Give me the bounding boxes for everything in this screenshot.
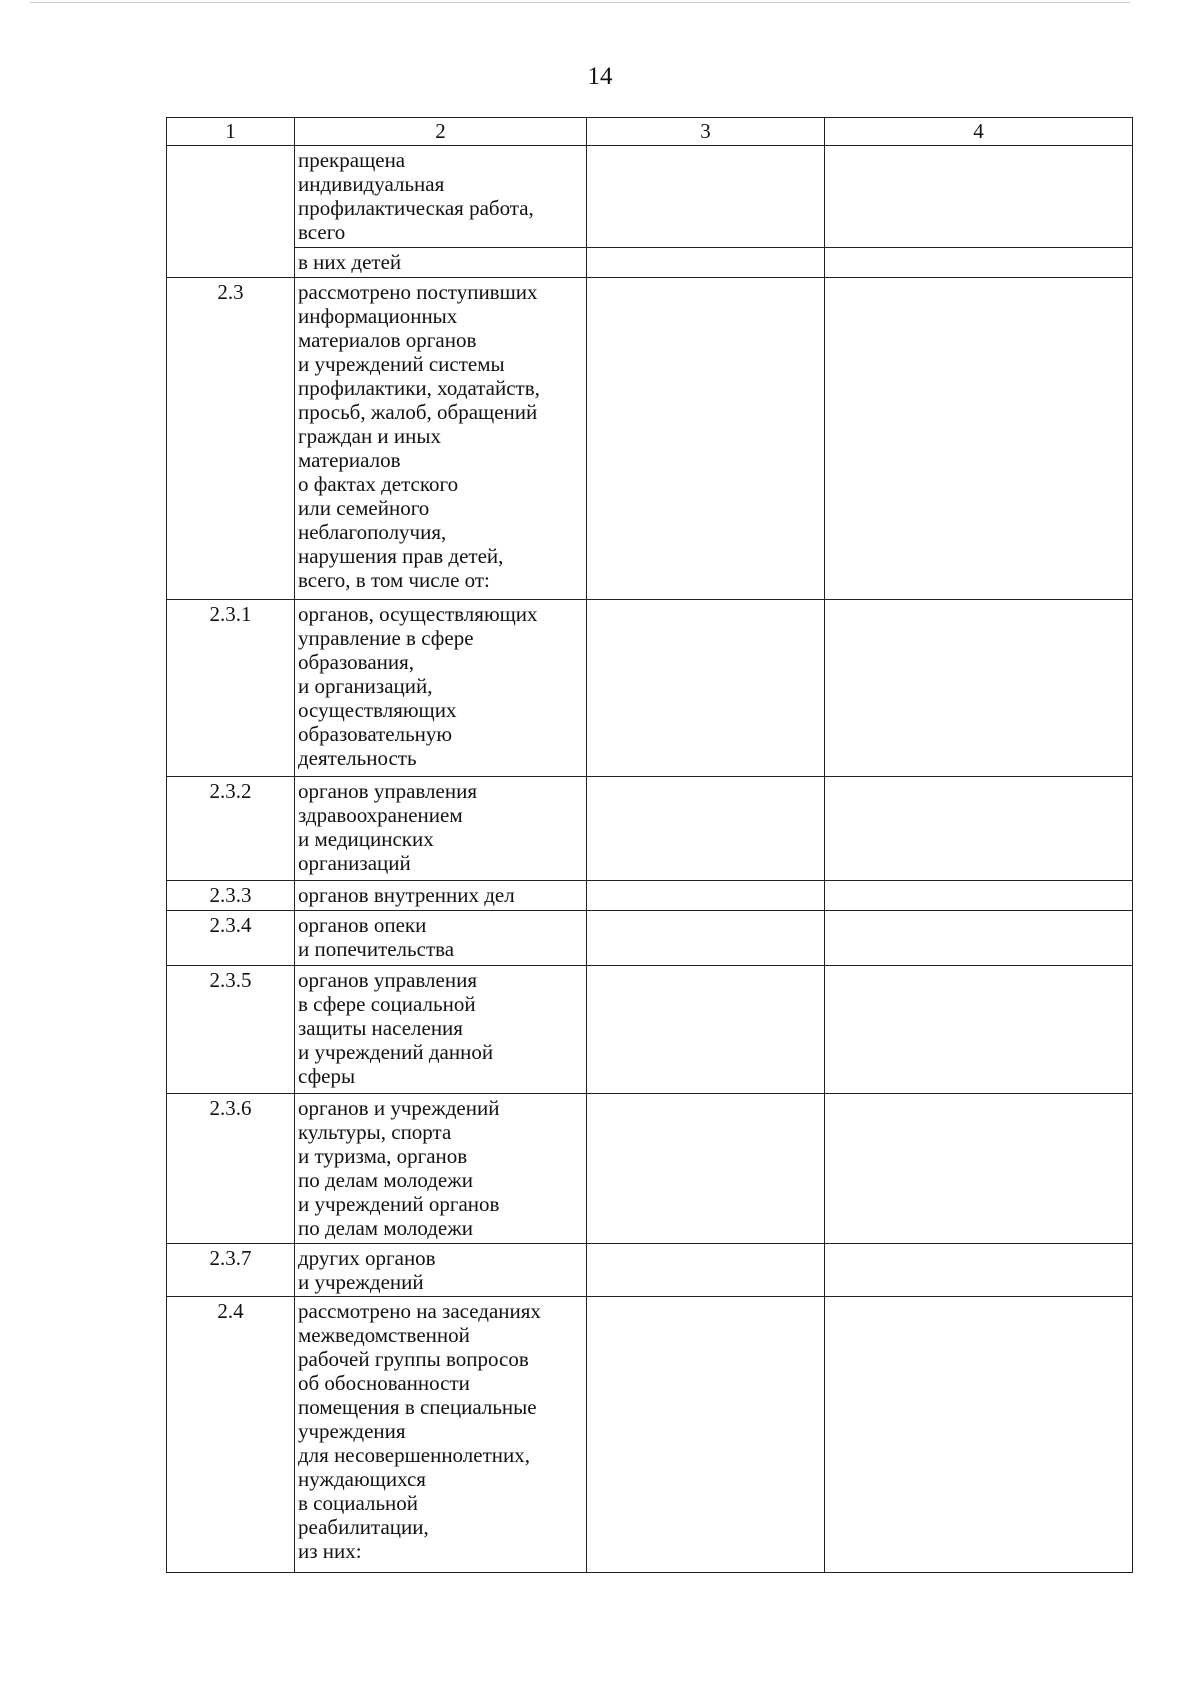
row-number-cell: 2.3.2 xyxy=(167,777,295,881)
row-description-cell: в них детей xyxy=(295,248,587,278)
column-header-3: 3 xyxy=(587,118,825,146)
row-number-cell xyxy=(167,146,295,278)
row-description-cell: рассмотрено на заседаниях межведомственной рабочей группы вопросов об обоснованности помещения в специальные учреждения для несовершеннолетних, нуждающихся в социальной реабилитации, из них: xyxy=(295,1297,587,1573)
value-cell-col3 xyxy=(587,777,825,881)
scan-edge-line xyxy=(30,2,1130,3)
row-number-cell: 2.3.1 xyxy=(167,600,295,777)
row-description-cell: рассмотрено поступивших информационных материалов органов и учреждений системы профилактики, ходатайств, просьб, жалоб, обращений граждан и иных материалов о фактах детского или семейного неблагополучия, нарушения прав детей, всего, в том числе от: xyxy=(295,278,587,600)
row-number-cell: 2.3.6 xyxy=(167,1094,295,1244)
value-cell-col3 xyxy=(587,278,825,600)
value-cell-col4 xyxy=(825,248,1133,278)
value-cell-col3 xyxy=(587,1297,825,1573)
statistics-table xyxy=(166,117,1133,1573)
row-description-cell: органов, осуществляющих управление в сфере образования, и организаций, осуществляющих образовательную деятельность xyxy=(295,600,587,777)
value-cell-col4 xyxy=(825,1094,1133,1244)
row-description-cell: органов опеки и попечительства xyxy=(295,911,587,966)
row-description-cell: органов управления в сфере социальной защиты населения и учреждений данной сферы xyxy=(295,966,587,1094)
table-row xyxy=(167,777,1133,881)
row-number-cell: 2.3.7 xyxy=(167,1244,295,1297)
column-header-4: 4 xyxy=(825,118,1133,146)
table-row xyxy=(167,1094,1133,1244)
value-cell-col3 xyxy=(587,248,825,278)
row-number-cell: 2.3 xyxy=(167,278,295,600)
column-header-1: 1 xyxy=(167,118,295,146)
value-cell-col4 xyxy=(825,600,1133,777)
row-number-cell: 2.4 xyxy=(167,1297,295,1573)
table-row xyxy=(167,248,1133,278)
value-cell-col4 xyxy=(825,278,1133,600)
value-cell-col3 xyxy=(587,1094,825,1244)
row-number-cell: 2.3.3 xyxy=(167,881,295,911)
page-number: 14 xyxy=(587,63,613,90)
value-cell-col3 xyxy=(587,881,825,911)
value-cell-col4 xyxy=(825,146,1133,248)
value-cell-col3 xyxy=(587,911,825,966)
row-description-cell: других органов и учреждений xyxy=(295,1244,587,1297)
value-cell-col4 xyxy=(825,777,1133,881)
column-header-2: 2 xyxy=(295,118,587,146)
table-row xyxy=(167,966,1133,1094)
row-number-cell: 2.3.5 xyxy=(167,966,295,1094)
table-row xyxy=(167,278,1133,600)
row-description-cell: органов внутренних дел xyxy=(295,881,587,911)
table-row xyxy=(167,146,1133,248)
value-cell-col4 xyxy=(825,881,1133,911)
value-cell-col4 xyxy=(825,966,1133,1094)
value-cell-col4 xyxy=(825,1297,1133,1573)
value-cell-col4 xyxy=(825,911,1133,966)
table-row xyxy=(167,911,1133,966)
value-cell-col3 xyxy=(587,966,825,1094)
row-description-cell: органов управления здравоохранением и медицинских организаций xyxy=(295,777,587,881)
value-cell-col4 xyxy=(825,1244,1133,1297)
row-description-cell: прекращена индивидуальная профилактическая работа, всего xyxy=(295,146,587,248)
table-row xyxy=(167,881,1133,911)
row-number-cell: 2.3.4 xyxy=(167,911,295,966)
table-row xyxy=(167,1297,1133,1573)
table-header-row xyxy=(167,118,1133,146)
value-cell-col3 xyxy=(587,1244,825,1297)
table-row xyxy=(167,1244,1133,1297)
value-cell-col3 xyxy=(587,600,825,777)
row-description-cell: органов и учреждений культуры, спорта и туризма, органов по делам молодежи и учреждений органов по делам молодежи xyxy=(295,1094,587,1244)
value-cell-col3 xyxy=(587,146,825,248)
table-row xyxy=(167,600,1133,777)
